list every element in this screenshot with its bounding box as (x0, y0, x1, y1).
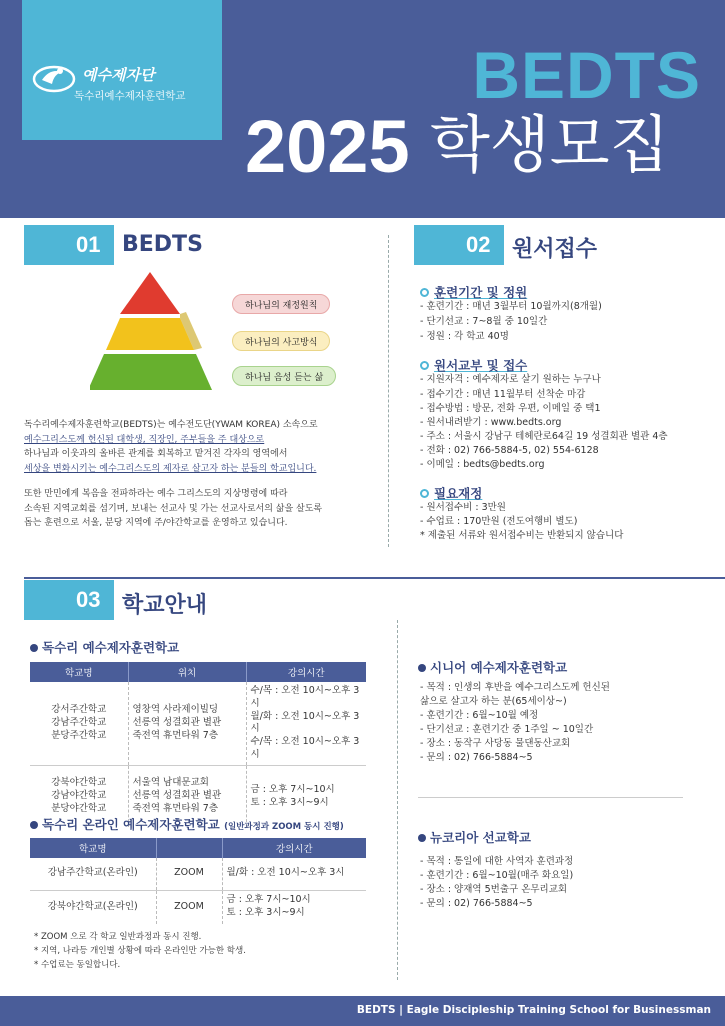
intro-line: 독수리예수제자훈련학교(BEDTS)는 예수전도단(YWAM KOREA) 소속으로 (24, 420, 318, 430)
cell-location: ZOOM (156, 890, 222, 924)
col-header (156, 838, 222, 858)
info-line: - 접수기간 : 매년 11월부터 선착순 마감 (420, 389, 586, 400)
section-02-title: 원서접수 (512, 237, 598, 262)
subheading-newkorea: 뉴코리아 선교학교 (418, 828, 531, 846)
col-header: 강의시간 (246, 662, 366, 682)
info-line: - 훈련기간 : 6월~10월 예정 (420, 710, 539, 721)
logo-box (22, 0, 222, 140)
divider-line (418, 797, 683, 798)
info-line: - 문의 : 02) 766-5884~5 (420, 752, 533, 763)
dot-bullet-icon (418, 834, 426, 842)
cell-location: 영창역 사라제이빌딩 선릉역 성결회관 별관 죽전역 휴먼타워 7층 (128, 682, 246, 765)
recruit-title: 학생모집 (430, 108, 670, 181)
col-header: 학교명 (30, 662, 128, 682)
section-01-number: 01 (76, 232, 101, 257)
intro-line: 하나님과 이웃과의 올바른 관계를 회복하고 맡겨진 각자의 영역에서 (24, 449, 288, 460)
note-line: * 지역, 나라등 개인별 상황에 따라 온라인만 가능한 학생. (34, 946, 246, 956)
cell-time: 수/목 : 오전 10시~오후 3시 월/화 : 오전 10시~오후 3시 수/목 : 오전 10시~오후 3시 (250, 685, 360, 761)
footer-text: BEDTS | Eagle Discipleship Training School for Businessman (356, 1004, 711, 1016)
cell-time: 금 : 오후 7시~10시 토 : 오후 3시~9시 (226, 894, 311, 919)
info-line: - 목적 : 통일에 대한 사역자 훈련과정 (420, 856, 574, 867)
info-line: - 단기선교 : 7~8월 중 10일간 (420, 316, 548, 327)
intro-line-highlight: 예수그리스도께 헌신된 대학생, 직장인, 주부들을 주 대상으로 (24, 434, 265, 445)
subheading-school-1: 독수리 예수제자훈련학교 (30, 638, 179, 656)
info-line: - 주소 : 서울시 강남구 테헤란로64길 19 성결회관 별관 4층 (420, 431, 668, 442)
subheading-senior: 시니어 예수제자훈련학교 (418, 658, 567, 676)
intro-line: 또한 만민에게 복음을 전파하라는 예수 그리스도의 지상명령에 따라 (24, 489, 288, 499)
cell-school-name: 강북야간학교 강남야간학교 분당야간학교 (30, 765, 128, 827)
col-header: 강의시간 (222, 838, 366, 858)
info-line: * 제출된 서류와 원서접수비는 반환되지 않습니다 (420, 530, 624, 541)
note-line: * ZOOM 으로 각 학교 일반과정과 동시 진행. (34, 932, 202, 942)
intro-line: 소속된 지역교회를 섬기며, 보내는 선교사 및 가는 선교사로서의 삶을 살도록 (24, 503, 323, 514)
info-line: - 수업료 : 170만원 (전도여행비 별도) (420, 516, 578, 527)
cell-school-name: 강남주간학교(온라인) (30, 858, 156, 890)
info-line: - 장소 : 양재역 5번출구 온무리교회 (420, 884, 568, 895)
school-1-table (30, 662, 366, 827)
pyramid-label-mindset: 하나님의 사고방식 (232, 331, 330, 351)
note-line: * 수업료는 동일합니다. (34, 960, 121, 970)
pyramid-label-voice: 하나님 음성 듣는 삶 (232, 366, 336, 386)
info-line: - 원서내려받기 : www.bedts.org (420, 417, 562, 428)
intro-paragraph-1 (24, 418, 318, 476)
intro-line-highlight: 세상을 변화시키는 예수그리스도의 제자로 살고자 하는 분들의 학교입니다. (24, 463, 317, 474)
brand-title: BEDTS (472, 38, 701, 112)
col-header: 학교명 (30, 838, 156, 858)
section-03-divider (24, 577, 725, 579)
cell-school-name: 강북야간학교(온라인) (30, 890, 156, 924)
info-line: - 장소 : 동작구 사당동 물댄동산교회 (420, 738, 571, 749)
cell-location: 서울역 남대문교회 선릉역 성결회관 별관 죽전역 휴먼타워 7층 (128, 765, 246, 827)
cell-time: 금 : 오후 7시~10시 토 : 오후 3시~9시 (250, 783, 335, 808)
section-03-tab (24, 580, 114, 620)
intro-line: 돕는 훈련으로 서울, 분당 지역에 주/야간학교를 운영하고 있습니다. (24, 518, 288, 529)
info-line: - 훈련기간 : 매년 3월부터 10월까지(8개월) (420, 301, 602, 312)
section-03-title: 학교안내 (122, 593, 208, 618)
info-line: - 지원자격 : 예수제자로 살기 원하는 누구나 (420, 374, 601, 385)
section-03-number: 03 (76, 587, 101, 612)
cell-location: ZOOM (156, 858, 222, 890)
intro-paragraph-2 (24, 487, 322, 531)
heading-note: (일반과정과 ZOOM 동시 진행) (224, 822, 344, 832)
section-02-tab (414, 225, 504, 265)
col-header: 위치 (128, 662, 246, 682)
subheading-period: 훈련기간 및 정원 (420, 283, 527, 301)
table-row (30, 890, 366, 924)
section-01-tab (24, 225, 114, 265)
subheading-finance: 필요재정 (420, 484, 482, 502)
info-line: - 접수방법 : 방문, 전화 우편, 이메일 중 택1 (420, 403, 601, 414)
info-line: - 원서접수비 : 3만원 (420, 502, 506, 513)
info-line: - 문의 : 02) 766-5884~5 (420, 898, 533, 909)
info-line: - 훈련기간 : 6월~10월(매주 화요일) (420, 870, 574, 881)
dot-bullet-icon (30, 644, 38, 652)
info-line: - 이메일 : bedts@bedts.org (420, 459, 545, 470)
dot-bullet-icon (418, 664, 426, 672)
column-divider (397, 620, 398, 980)
cell-school-name: 강서주간학교 강남주간학교 분당주간학교 (30, 682, 128, 765)
eagle-logo-icon (32, 64, 76, 94)
section-02-number: 02 (466, 232, 491, 257)
circle-bullet-icon (420, 489, 429, 498)
info-line: - 전화 : 02) 766-5884-5, 02) 554-6128 (420, 445, 599, 456)
dot-bullet-icon (30, 821, 38, 829)
table-row (30, 682, 366, 765)
cell-time: 월/화 : 오전 10시~오후 3시 (226, 867, 345, 879)
column-divider (388, 235, 389, 547)
footer-bar (0, 996, 725, 1026)
info-line: - 목적 : 인생의 후반을 예수그리스도께 헌신된 (420, 682, 610, 693)
section-01-title: BEDTS (122, 232, 203, 257)
info-line: 삶으로 살고자 하는 분(65세이상~) (420, 696, 567, 707)
pyramid-label-finance: 하나님의 재정원칙 (232, 294, 330, 314)
subheading-school-online: 독수리 온라인 예수제자훈련학교 (일반과정과 ZOOM 동시 진행) (30, 815, 344, 833)
logo-subtitle: 독수리예수제자훈련학교 (74, 90, 186, 102)
info-line: - 정원 : 각 학교 40명 (420, 331, 509, 342)
circle-bullet-icon (420, 288, 429, 297)
header-banner (0, 0, 725, 218)
school-online-table (30, 838, 366, 924)
circle-bullet-icon (420, 361, 429, 370)
info-line: - 단기선교 : 훈련기간 중 1주일 ~ 10일간 (420, 724, 594, 735)
subheading-application: 원서교부 및 접수 (420, 356, 527, 374)
logo-name: 예수제자단 (82, 66, 155, 84)
table-row (30, 858, 366, 890)
year-title: 2025 (245, 105, 410, 188)
